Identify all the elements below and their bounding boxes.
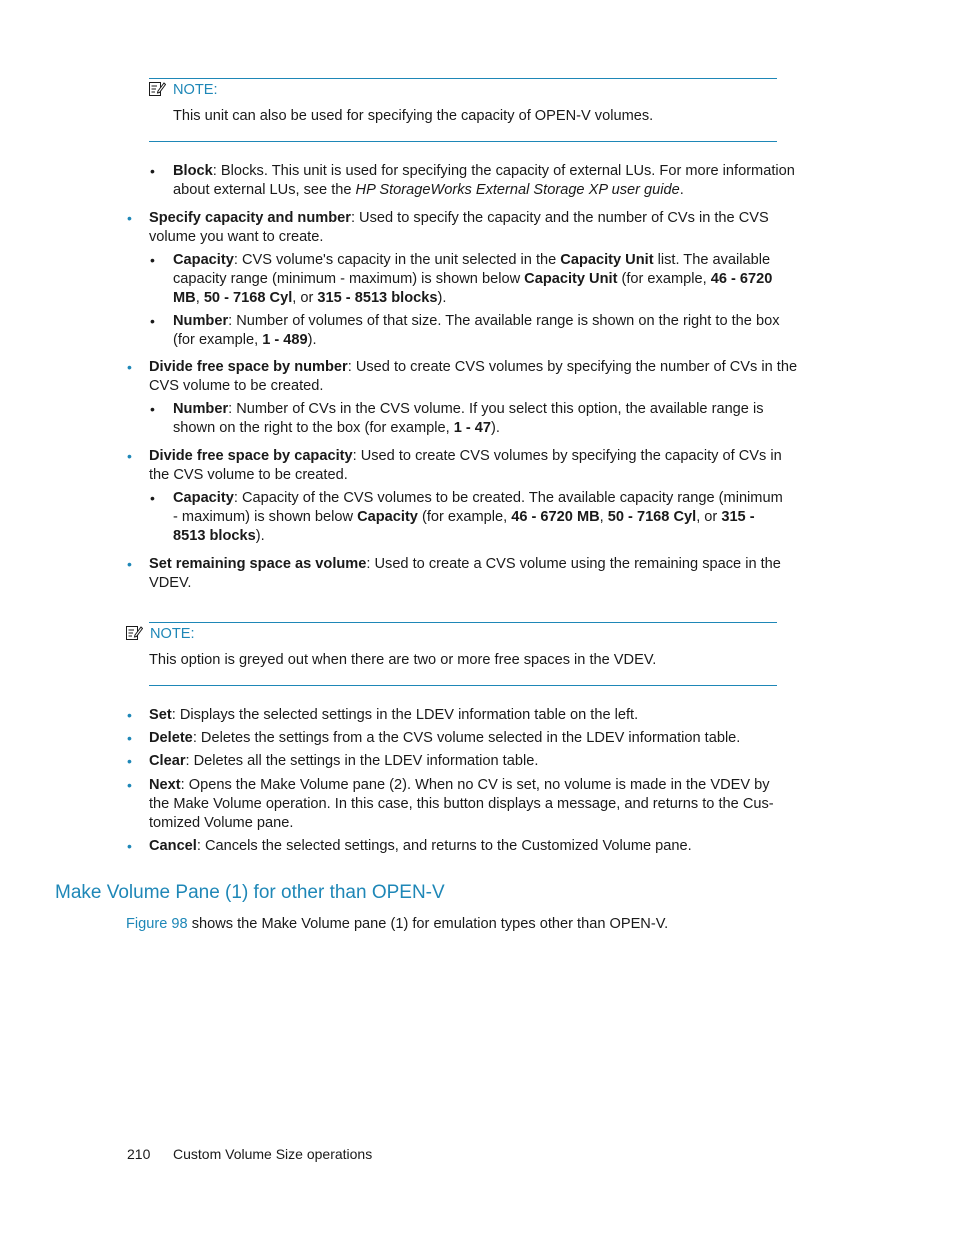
bullet-dot: • [150, 490, 155, 506]
bullet-dot: • [150, 252, 155, 268]
guide-title: HP StorageWorks External Storage XP user guide [355, 182, 680, 198]
bullet-dot: • [150, 401, 155, 417]
note-top-rule [149, 622, 777, 623]
bullet-dot: • [127, 448, 132, 464]
chapter-title: Custom Volume Size operations [173, 1146, 373, 1162]
section-paragraph: Figure 98 shows the Make Volume pane (1) for emulation types other than OPEN-V. [126, 916, 669, 932]
note-label: NOTE: [150, 626, 195, 642]
page-number: 210 [127, 1146, 151, 1162]
note-bottom-rule [149, 141, 777, 142]
bullet-dot: • [127, 359, 132, 375]
note-box-1 [149, 78, 777, 142]
term-specify: Specify capacity and number [149, 210, 351, 226]
note-pencil-icon [126, 625, 143, 640]
bullet-dot: • [127, 753, 132, 769]
note-box-2 [126, 622, 777, 686]
note-text: This option is greyed out when there are two or more free spaces in the VDEV. [149, 652, 657, 668]
bullet-dot: • [127, 777, 132, 793]
bullet-dot: • [127, 730, 132, 746]
bullet-dot: • [150, 313, 155, 329]
figure-link[interactable]: Figure 98 [126, 916, 188, 932]
term-block: Block [173, 163, 213, 179]
bullet-dot: • [127, 838, 132, 854]
note-top-rule [149, 78, 777, 79]
bullet-dot: • [150, 163, 155, 179]
note-pencil-icon [149, 81, 166, 96]
note-label: NOTE: [173, 82, 218, 98]
bullet-dot: • [127, 707, 132, 723]
bullet-dot: • [127, 210, 132, 226]
bullet-dot: • [127, 556, 132, 572]
section-heading: Make Volume Pane (1) for other than OPEN-V [55, 882, 445, 903]
note-bottom-rule [149, 685, 777, 686]
note-text: This unit can also be used for specifying the capacity of OPEN-V volumes. [173, 108, 654, 124]
